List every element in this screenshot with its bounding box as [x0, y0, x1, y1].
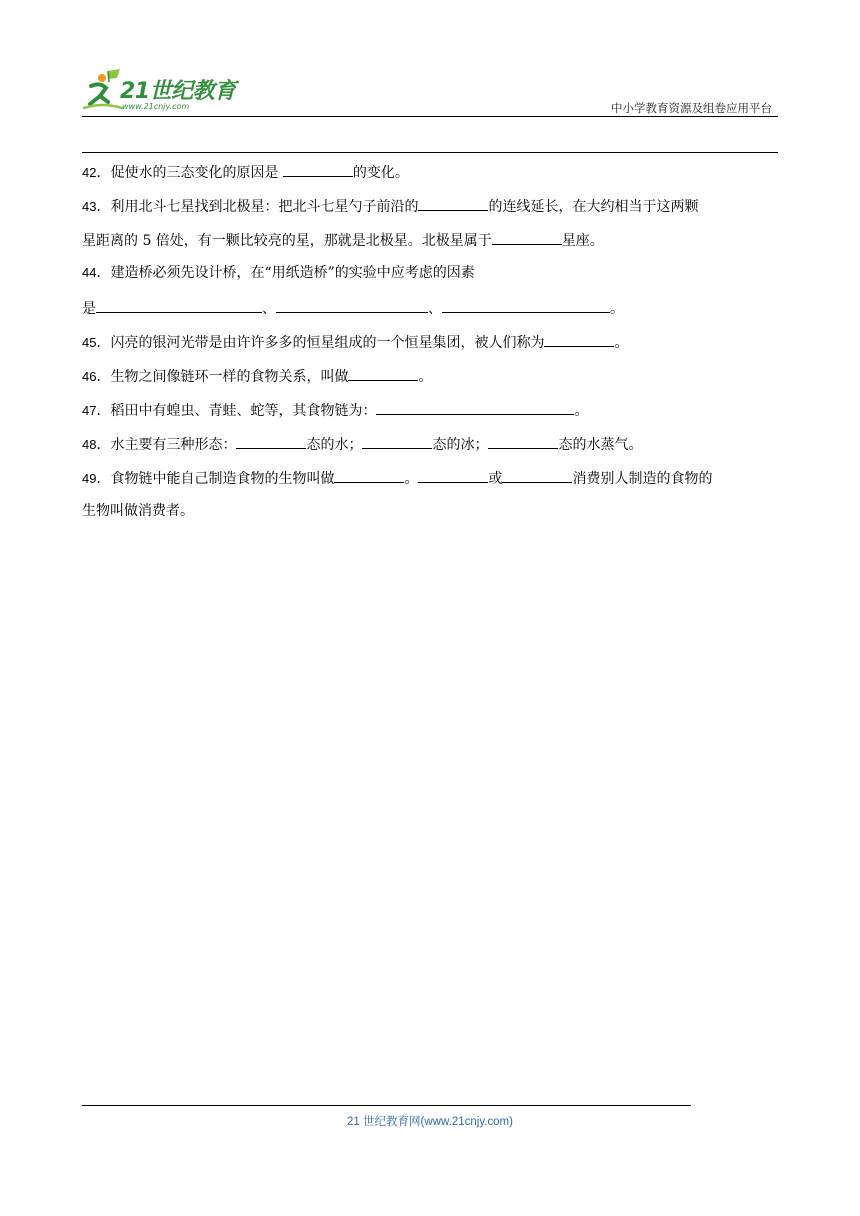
question-49-line-1 [82, 466, 778, 488]
question-text: ．稻田中有蝗虫、青蛙、蛇等，其食物链为： [96, 403, 377, 419]
question-text: ．闪亮的银河光带是由许许多多的恒星组成的一个恒星集团，被人们称为 [96, 335, 545, 351]
question-text: 星座。 [561, 233, 604, 249]
question-text: ．食物链中能自己制造食物的生物叫做 [96, 471, 335, 487]
question-text: ．水主要有三种形态： [96, 437, 237, 453]
separator: 、 [428, 301, 442, 317]
question-text: 星距离的 5 倍处，有一颗比较亮的星，那就是北极星。北极星属于 [82, 233, 492, 249]
question-text: 的变化。 [352, 165, 409, 181]
answer-blank[interactable] [236, 432, 306, 449]
question-49-line-2 [82, 500, 778, 522]
question-text: 态的水蒸气。 [558, 437, 643, 453]
answer-blank[interactable] [348, 364, 418, 381]
answer-blank[interactable] [334, 466, 404, 483]
answer-blank[interactable] [362, 432, 432, 449]
answer-blank[interactable] [442, 296, 610, 313]
question-number: 49 [82, 471, 97, 486]
answer-blank[interactable] [492, 228, 562, 245]
question-text: ．建造桥必须先设计桥，在“用纸造桥”的实验中应考虑的因素 [96, 265, 475, 281]
question-44-line-1 [82, 262, 778, 284]
answer-blank[interactable] [502, 466, 572, 483]
question-46 [82, 364, 778, 386]
question-text: 。 [614, 335, 629, 351]
question-text: ．促使水的三态变化的原因是 [96, 165, 283, 181]
question-number: 42 [82, 165, 97, 180]
answer-blank[interactable] [276, 296, 428, 313]
question-text: 。 [574, 403, 589, 419]
question-48 [82, 432, 778, 454]
page-footer[interactable]: 21 世纪教育网(www.21cnjy.com) [347, 1116, 513, 1128]
question-number: 44 [82, 265, 97, 280]
site-logo [82, 68, 262, 114]
logo-url: www.21cnjy.com [122, 102, 190, 111]
question-number: 48 [82, 437, 97, 452]
logo-text: 21世纪教育 [120, 79, 236, 104]
question-text: 或 [488, 471, 503, 487]
question-44-line-2 [82, 296, 778, 318]
question-number: 45 [82, 335, 97, 350]
answer-blank[interactable] [418, 466, 488, 483]
answer-blank[interactable] [283, 160, 353, 177]
question-text: 是 [82, 301, 96, 317]
header-divider [82, 152, 778, 153]
header-divider-thin [82, 116, 778, 117]
question-42 [82, 160, 778, 182]
question-47 [82, 398, 778, 420]
question-text: 消费别人制造的食物的 [572, 471, 713, 487]
answer-blank[interactable] [544, 330, 614, 347]
page-header [82, 68, 778, 118]
runner-logo-icon [82, 68, 124, 114]
question-text: 。 [418, 369, 433, 385]
separator: 、 [262, 301, 276, 317]
answer-blank[interactable] [96, 296, 262, 313]
question-number: 43 [82, 199, 97, 214]
answer-blank[interactable] [376, 398, 574, 415]
question-43-line-2 [82, 228, 778, 250]
question-text: 生物叫做消费者。 [82, 503, 194, 519]
question-43-line-1 [82, 194, 778, 216]
question-list [82, 160, 778, 534]
question-text: 的连线延长，在大约相当于这两颗 [488, 199, 699, 215]
question-text: 态的水； [306, 437, 363, 453]
answer-blank[interactable] [488, 432, 558, 449]
question-text: 态的冰； [432, 437, 489, 453]
footer-divider [82, 1105, 691, 1106]
question-text: ．利用北斗七星找到北极星：把北斗七星勺子前沿的 [96, 199, 419, 215]
platform-title: 中小学教育资源及组卷应用平台 [611, 101, 772, 115]
question-45 [82, 330, 778, 352]
answer-blank[interactable] [418, 194, 488, 211]
question-number: 47 [82, 403, 97, 418]
question-number: 46 [82, 369, 97, 384]
question-text: ．生物之间像链环一样的食物关系，叫做 [96, 369, 349, 385]
question-text: 。 [404, 471, 419, 487]
question-text: 。 [610, 301, 624, 317]
